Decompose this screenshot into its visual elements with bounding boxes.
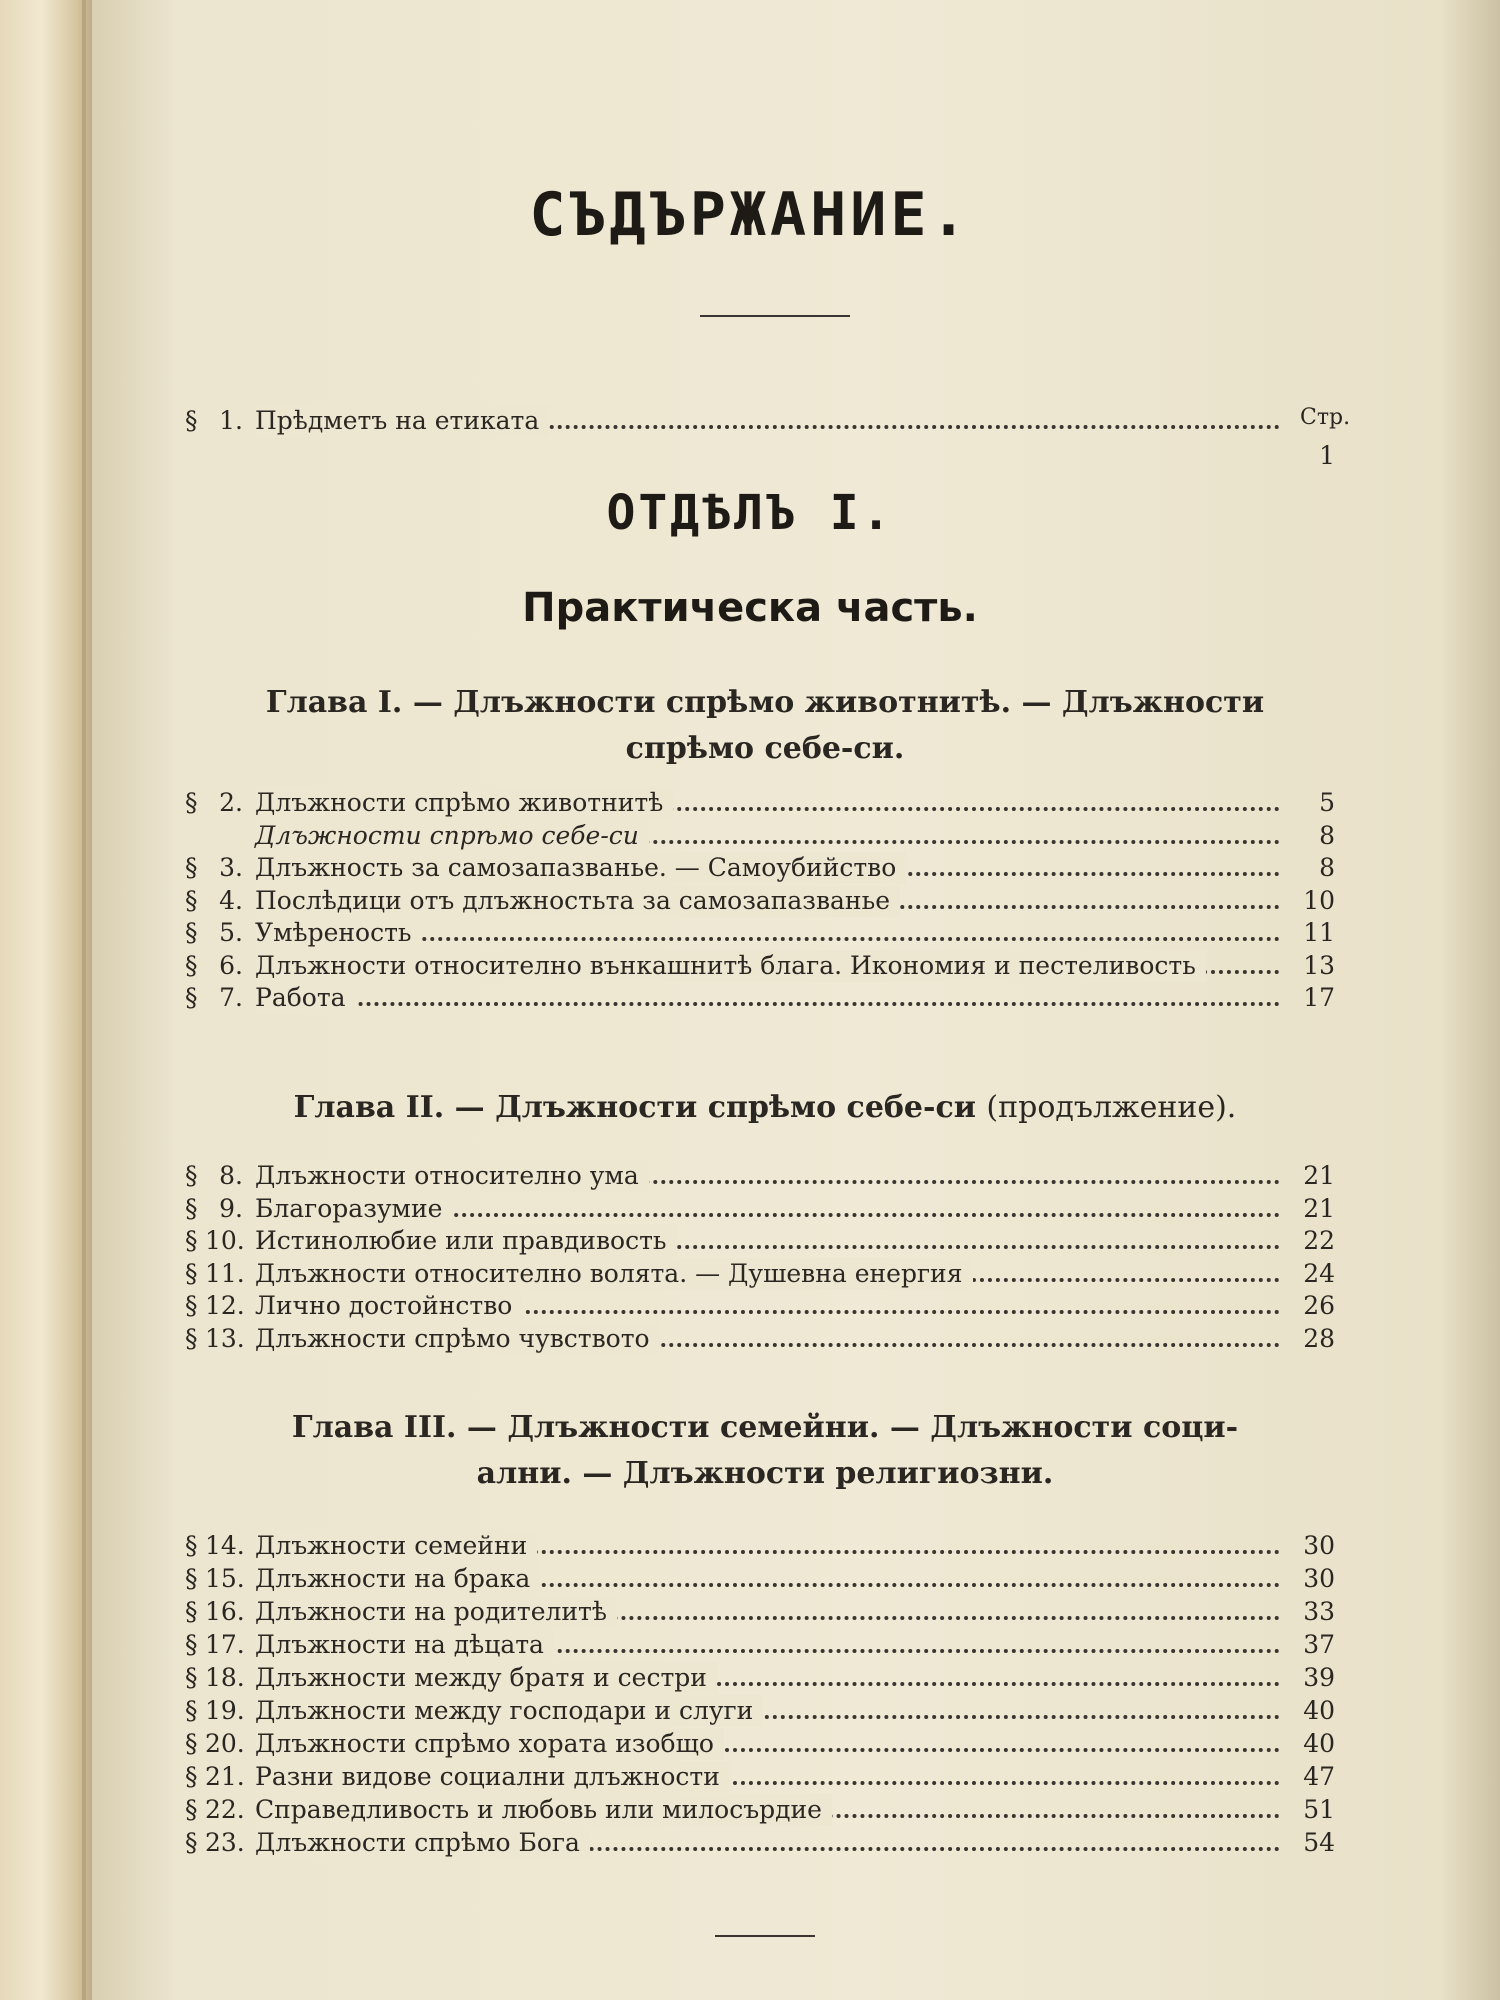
section-mark: § xyxy=(185,950,198,980)
section-number: 23. xyxy=(205,1828,245,1857)
page-number: 37 xyxy=(1303,1630,1335,1659)
section-mark: § xyxy=(185,1564,198,1593)
entry-title: Длъжности спрѣмо себе-си xyxy=(255,820,649,852)
toc-entry xyxy=(185,852,1335,884)
page-shadow xyxy=(1440,0,1500,2000)
section-number: 20. xyxy=(205,1729,245,1758)
section-mark: § xyxy=(185,918,198,947)
toc-entry xyxy=(185,1225,1335,1257)
page-number: 28 xyxy=(1303,1323,1335,1353)
section-number: 13. xyxy=(205,1323,245,1353)
entry-title: Длъжности на родителитѣ xyxy=(255,1596,617,1628)
page-number: 24 xyxy=(1303,1258,1335,1288)
toc-entry xyxy=(185,1193,1335,1225)
chapter-heading: Глава II. — Длъжности спрѣмо себе-си (продължение). xyxy=(293,1090,1237,1125)
section-number: 6. xyxy=(219,950,243,980)
entry-title: Длъжности спрѣмо чувството xyxy=(255,1323,660,1355)
section-number: 15. xyxy=(205,1564,245,1593)
entry-title: Разни видове социални длъжности xyxy=(255,1761,730,1793)
section-mark: § xyxy=(185,853,198,882)
entry-title: Длъжности относително ума xyxy=(255,1160,649,1192)
toc-entry xyxy=(185,1160,1335,1192)
page-number: 17 xyxy=(1303,983,1335,1012)
toc-entry xyxy=(185,1629,1335,1661)
entry-title: Работа xyxy=(255,982,356,1014)
section-number: 18. xyxy=(205,1663,245,1692)
page-number: 8 xyxy=(1319,820,1335,850)
section-mark: § xyxy=(185,983,198,1012)
section-mark: § xyxy=(185,1161,198,1190)
section-mark: § xyxy=(185,1193,198,1223)
section-number: 3. xyxy=(219,853,243,882)
section-mark: § xyxy=(185,1258,198,1288)
page-number: 40 xyxy=(1303,1729,1335,1758)
page-number: 30 xyxy=(1303,1564,1335,1593)
entry-title: Послѣдици отъ длъжностьта за самозапазванье xyxy=(255,885,900,917)
entry-title: Длъжности между господари и слуги xyxy=(255,1695,763,1727)
section-number: 10. xyxy=(205,1226,245,1255)
page-number: 54 xyxy=(1303,1828,1335,1857)
page-number: 22 xyxy=(1303,1226,1335,1255)
entry-title: Истинолюбие или правдивость xyxy=(255,1225,677,1257)
toc-entry xyxy=(185,820,1335,852)
section-number: 2. xyxy=(219,788,243,817)
entry-title: Длъжность за самозапазванье. — Самоубийство xyxy=(255,852,906,884)
page-column-label: Стр. xyxy=(1300,405,1351,430)
section-mark: § xyxy=(185,1291,198,1320)
toc-entry xyxy=(185,885,1335,917)
section-number: 11. xyxy=(205,1258,245,1288)
section-number: 5. xyxy=(219,918,243,947)
section-mark: § xyxy=(185,788,198,817)
page-number: 8 xyxy=(1319,853,1335,882)
page-number: 5 xyxy=(1319,788,1335,817)
section-mark: § xyxy=(185,885,198,915)
toc-entry xyxy=(185,1662,1335,1694)
section-number: 19. xyxy=(205,1696,245,1725)
page-number: 26 xyxy=(1303,1291,1335,1320)
entry-title: Длъжности относително вънкашнитѣ блага. Икономия и пестеливость xyxy=(255,950,1206,982)
part-title: ОТДѢЛЪ I. xyxy=(606,485,894,541)
page-number: 21 xyxy=(1303,1161,1335,1190)
toc-entry xyxy=(185,787,1335,819)
entry-title: Умѣреность xyxy=(255,917,422,949)
section-mark: § xyxy=(185,1597,198,1626)
page-number: 40 xyxy=(1303,1696,1335,1725)
section-number: 14. xyxy=(205,1531,245,1560)
entry-title: Длъжности относително волята. — Душевна енергия xyxy=(255,1258,973,1290)
entry-title: Длъжности спрѣмо хората изобщо xyxy=(255,1728,724,1760)
chapter-heading: Глава I. — Длъжности спрѣмо животнитѣ. — Длъжности спрѣмо себе-си. xyxy=(265,685,1265,766)
section-mark: § xyxy=(185,1323,198,1353)
bottom-rule xyxy=(715,1935,815,1937)
toc-entry xyxy=(185,1563,1335,1595)
section-number: 9. xyxy=(219,1193,243,1223)
section-number: 12. xyxy=(205,1291,245,1320)
toc-entry xyxy=(185,1794,1335,1826)
toc-entry: § 1. Прѣдметъ на етиката 1 xyxy=(185,406,1335,470)
entry-title: Длъжности спрѣмо Бога xyxy=(255,1827,590,1859)
section-number: 16. xyxy=(205,1597,245,1626)
section-mark: § xyxy=(185,1795,198,1824)
page-number: 39 xyxy=(1303,1663,1335,1692)
section-mark: § xyxy=(185,1729,198,1758)
section-mark: § xyxy=(185,1762,198,1791)
section-mark: § xyxy=(185,1531,198,1560)
binding-thread xyxy=(82,0,86,2000)
entry-title: Длъжности на дѣцата xyxy=(255,1629,554,1661)
page-number: 30 xyxy=(1303,1531,1335,1560)
section-mark: § xyxy=(185,1696,198,1725)
toc-entry xyxy=(185,1258,1335,1290)
section-mark: § xyxy=(185,1663,198,1692)
section-number: 17. xyxy=(205,1630,245,1659)
toc-entry xyxy=(185,1827,1335,1859)
entry-title: Длъжности на брака xyxy=(255,1563,540,1595)
page-number: 33 xyxy=(1303,1597,1335,1626)
toc-entry xyxy=(185,1323,1335,1355)
book-spine xyxy=(0,0,92,2000)
section-mark: § xyxy=(185,1630,198,1659)
page-title: СЪДЪРЖАНИЕ. xyxy=(529,180,971,250)
toc-entry xyxy=(185,1530,1335,1562)
page-number: 51 xyxy=(1303,1795,1335,1824)
entry-title: Справедливость и любовь или милосърдие xyxy=(255,1794,832,1826)
toc-entry xyxy=(185,950,1335,982)
entry-title: Длъжности между братя и сестри xyxy=(255,1662,717,1694)
entry-title: Длъжности семейни xyxy=(255,1530,537,1562)
section-mark: § xyxy=(185,1226,198,1255)
toc-entry xyxy=(185,917,1335,949)
section-number: 7. xyxy=(219,983,243,1012)
toc-entry xyxy=(185,1290,1335,1322)
section-mark: § xyxy=(185,1828,198,1857)
page-number: 13 xyxy=(1303,950,1335,980)
dot-leader xyxy=(255,1002,1280,1006)
toc-entry xyxy=(185,982,1335,1014)
section-number: 21. xyxy=(205,1762,245,1791)
toc-entry xyxy=(185,1695,1335,1727)
section-number: 22. xyxy=(205,1795,245,1824)
page-number: 47 xyxy=(1303,1762,1335,1791)
entry-title: Длъжности спрѣмо животнитѣ xyxy=(255,787,673,819)
section-number: 4. xyxy=(219,885,243,915)
chapter-heading: Глава III. — Длъжности семейни. — Длъжности соци- ални. — Длъжности религиозни. xyxy=(291,1410,1239,1491)
title-rule xyxy=(700,315,850,317)
toc-entry xyxy=(185,1596,1335,1628)
toc-entry xyxy=(185,1728,1335,1760)
section-number: 8. xyxy=(219,1161,243,1190)
part-subtitle: Практическа часть. xyxy=(522,585,978,631)
toc-entry xyxy=(185,1761,1335,1793)
entry-title: Благоразумие xyxy=(255,1193,452,1225)
entry-title: Лично достойнство xyxy=(255,1290,522,1322)
page-number: 10 xyxy=(1303,885,1335,915)
page-number: 21 xyxy=(1303,1193,1335,1223)
page-number: 11 xyxy=(1303,918,1335,947)
